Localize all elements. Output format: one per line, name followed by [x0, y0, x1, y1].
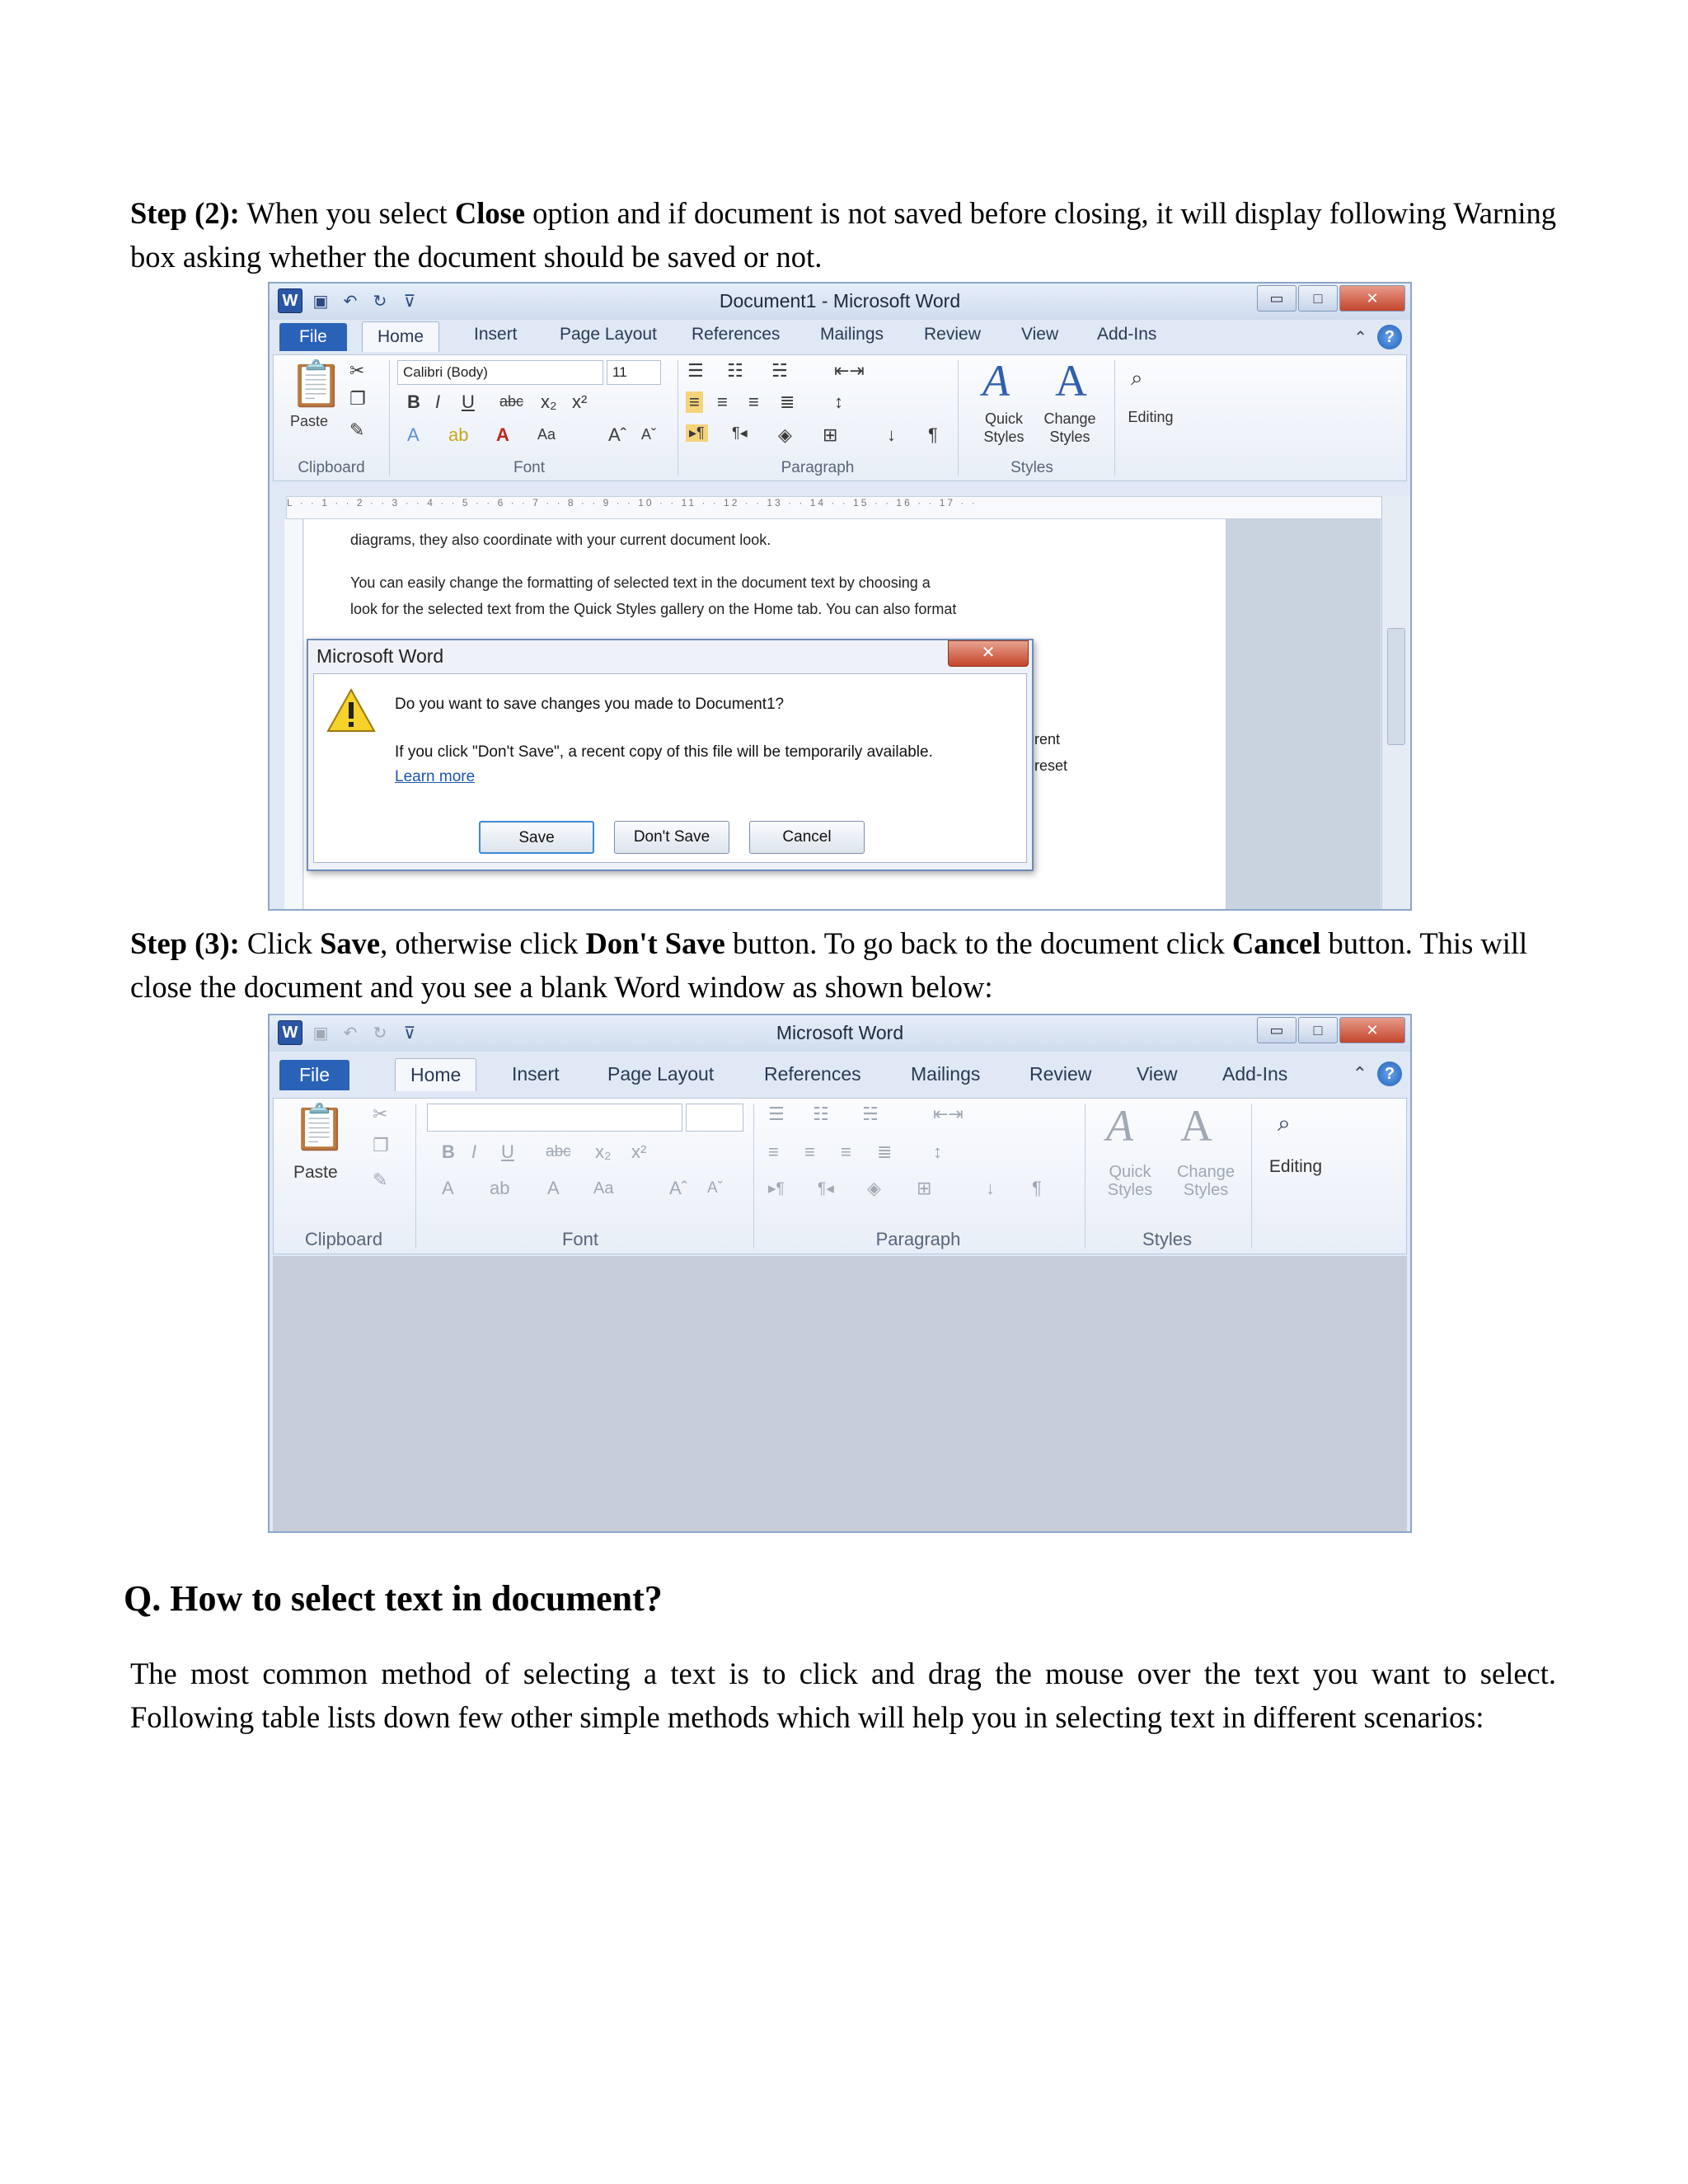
horizontal-ruler: L · · 1 · · 2 · · 3 · · 4 · · 5 · · 6 · · 7 · · 8 · · 9 · · 10 · · 11 · · 12 · · 13 · · 14 · · 15 · · 16 · · 17 · ·	[286, 496, 1386, 519]
numbering-icon[interactable]: ☷	[813, 1104, 829, 1124]
sort-icon[interactable]: ↓	[887, 424, 896, 445]
show-paragraph-marks-icon[interactable]: ¶	[928, 424, 938, 445]
dialog-info: If you click "Don't Save", a recent copy of this file will be temporarily available.	[395, 743, 933, 761]
show-paragraph-marks-icon[interactable]: ¶	[1032, 1178, 1042, 1198]
shrink-font-icon[interactable]: Aˇ	[641, 426, 656, 443]
help-area	[1353, 1062, 1402, 1086]
paste-icon[interactable]: 📋	[292, 1103, 348, 1152]
group-clipboard-label: Clipboard	[304, 1229, 383, 1249]
ribbon-home	[273, 354, 1407, 481]
group-paragraph-label: Paragraph	[781, 459, 855, 476]
editing-label[interactable]: Editing	[1128, 409, 1174, 425]
undo-icon[interactable]: ↶	[343, 292, 358, 311]
paste-label[interactable]: Paste	[290, 413, 329, 429]
tab-review[interactable]: Review	[1029, 1063, 1092, 1085]
strikethrough-icon[interactable]: abc	[499, 393, 524, 410]
text-effects-icon[interactable]: A	[407, 424, 420, 445]
shrink-font-icon[interactable]: Aˇ	[707, 1179, 723, 1197]
step3-text2: , otherwise click	[380, 926, 586, 960]
close-window-button[interactable]: ✕	[1339, 1017, 1405, 1043]
ltr-icon[interactable]: ▸¶	[686, 424, 708, 442]
editing-label[interactable]: Editing	[1268, 1157, 1323, 1176]
grow-font-icon[interactable]: Aˆ	[608, 424, 626, 445]
paste-icon[interactable]: 📋	[288, 359, 345, 409]
ribbon-tabs	[270, 1052, 1410, 1098]
line-spacing-icon[interactable]: ↕	[933, 1141, 942, 1162]
bullets-icon[interactable]: ☰	[687, 360, 704, 381]
format-painter-icon[interactable]: ✎	[349, 419, 365, 440]
close-window-button[interactable]: ✕	[1339, 285, 1405, 312]
vertical-scrollbar[interactable]	[1381, 496, 1410, 909]
ribbon-tabs	[270, 320, 1410, 354]
title-bar	[270, 284, 1410, 320]
tab-file[interactable]: File	[279, 1060, 349, 1090]
ltr-icon[interactable]: ▸¶	[768, 1180, 785, 1197]
paste-label[interactable]: Paste	[293, 1163, 338, 1182]
align-center-icon[interactable]: ≡	[804, 1141, 815, 1162]
warning-icon	[326, 687, 377, 738]
align-right-icon[interactable]: ≡	[748, 391, 759, 412]
group-font-label: Font	[561, 1229, 599, 1249]
change-case-icon[interactable]: Aa	[593, 1179, 614, 1197]
rtl-icon[interactable]: ¶◂	[818, 1180, 834, 1197]
group-styles-label: Styles	[1010, 459, 1053, 476]
customize-qat-icon[interactable]: ⊽	[403, 292, 416, 311]
document-text-fragment-2: reset	[1034, 757, 1068, 774]
change-styles-icon[interactable]: A	[1180, 1101, 1212, 1151]
font-name-combo[interactable]: Calibri (Body)	[397, 360, 603, 385]
quick-styles-icon[interactable]: A	[982, 356, 1010, 405]
highlight-icon[interactable]: ab	[448, 424, 469, 445]
subscript-icon[interactable]: x₂	[541, 391, 557, 412]
italic-icon[interactable]: I	[435, 391, 441, 412]
step3-paragraph	[130, 921, 1556, 1009]
help-icon[interactable]: ?	[1377, 1062, 1402, 1086]
window-controls	[1257, 285, 1405, 312]
indent-icons[interactable]: ⇤⇥	[834, 360, 865, 381]
word-window-screenshot-1	[268, 282, 1412, 911]
cancel-button[interactable]: Cancel	[749, 821, 865, 854]
step3-save-bold: Save	[320, 926, 381, 960]
change-styles-label[interactable]: Change Styles	[1043, 410, 1096, 445]
customize-qat-icon[interactable]: ⊽	[403, 1024, 416, 1043]
redo-icon[interactable]: ↻	[373, 1024, 387, 1043]
step3-text3: button. To go back to the document click	[724, 926, 1232, 960]
copy-icon[interactable]: ❐	[349, 388, 366, 409]
group-styles-label: Styles	[1142, 1229, 1192, 1249]
step3-dont-save-bold: Don't Save	[585, 926, 725, 960]
window-title: Document1 - Microsoft Word	[719, 290, 961, 312]
window-controls	[1257, 1017, 1405, 1043]
underline-icon[interactable]: U	[462, 391, 475, 412]
dialog-body	[313, 673, 1027, 863]
tab-file[interactable]: File	[279, 323, 347, 351]
format-painter-icon[interactable]: ✎	[373, 1169, 388, 1190]
vertical-ruler	[284, 519, 303, 909]
tab-references[interactable]: References	[692, 325, 781, 344]
superscript-icon[interactable]: x²	[572, 391, 588, 412]
multilevel-list-icon[interactable]: ☵	[862, 1104, 879, 1124]
change-case-icon[interactable]: Aa	[537, 426, 556, 443]
copy-icon[interactable]: ❐	[373, 1135, 389, 1155]
minimize-ribbon-icon[interactable]: ⌃	[1353, 328, 1367, 347]
tab-home[interactable]: Home	[395, 1058, 476, 1091]
tab-add-ins[interactable]: Add-Ins	[1097, 325, 1157, 344]
tab-references[interactable]: References	[764, 1063, 861, 1085]
minimize-button[interactable]: ▭	[1257, 285, 1296, 312]
document-text-line-1: diagrams, they also coordinate with your current document look.	[350, 532, 771, 548]
word-logo-icon: W	[278, 288, 302, 313]
bold-icon[interactable]: B	[442, 1141, 455, 1162]
learn-more-link[interactable]: Learn more	[395, 768, 476, 785]
quick-styles-label[interactable]: Quick Styles	[983, 410, 1025, 445]
step2-label: Step (2):	[130, 196, 240, 230]
rtl-icon[interactable]: ¶◂	[732, 424, 748, 441]
strikethrough-icon[interactable]: abc	[546, 1143, 571, 1160]
step2-close-bold: Close	[454, 196, 526, 230]
align-left-icon[interactable]: ≡	[686, 391, 703, 413]
group-font-label: Font	[513, 459, 546, 476]
find-binoculars-icon[interactable]: ⌕	[1278, 1110, 1291, 1136]
window-title: Microsoft Word	[776, 1022, 904, 1043]
ribbon-home	[273, 1098, 1407, 1254]
section-title: Q. How to select text in document?	[124, 1578, 663, 1619]
shading-icon[interactable]: ◈	[778, 424, 792, 445]
redo-icon[interactable]: ↻	[373, 292, 387, 311]
superscript-icon[interactable]: x²	[631, 1141, 647, 1162]
underline-icon[interactable]: U	[501, 1141, 514, 1162]
tab-view[interactable]: View	[1021, 325, 1059, 344]
step3-cancel-bold: Cancel	[1231, 926, 1321, 960]
italic-icon[interactable]: I	[471, 1141, 477, 1162]
text-effects-icon[interactable]: A	[442, 1178, 454, 1198]
save-changes-dialog	[307, 639, 1034, 871]
minimize-button[interactable]: ▭	[1257, 1017, 1296, 1043]
help-area	[1353, 325, 1402, 349]
change-styles-label[interactable]: Change Styles	[1176, 1163, 1236, 1199]
quick-styles-icon[interactable]: A	[1106, 1101, 1133, 1151]
numbering-icon[interactable]: ☷	[727, 360, 743, 381]
font-size-combo[interactable]: 11	[607, 360, 661, 385]
tab-mailings[interactable]: Mailings	[820, 325, 884, 344]
word-window-screenshot-2	[268, 1014, 1412, 1533]
borders-icon[interactable]: ⊞	[823, 424, 838, 445]
tab-mailings[interactable]: Mailings	[911, 1063, 981, 1085]
step2-paragraph	[130, 191, 1556, 279]
step3-text1: Click	[239, 926, 321, 960]
dialog-question: Do you want to save changes you made to Document1?	[395, 696, 785, 713]
step2-text2: option and if document is not saved before closing, it will display following Warning box asking whether the document should be saved or not.	[130, 196, 1557, 274]
tab-insert[interactable]: Insert	[512, 1063, 560, 1085]
indent-icons[interactable]: ⇤⇥	[933, 1104, 964, 1124]
dialog-close-button[interactable]: ✕	[948, 640, 1029, 667]
step2-text1: When you select	[239, 196, 455, 230]
font-name-combo[interactable]	[427, 1104, 682, 1132]
grow-font-icon[interactable]: Aˆ	[669, 1178, 687, 1198]
document-text-line-3: look for the selected text from the Quick Styles gallery on the Home tab. You can also format	[350, 601, 957, 617]
tab-insert[interactable]: Insert	[474, 325, 518, 344]
bullets-icon[interactable]: ☰	[768, 1104, 785, 1124]
font-color-icon[interactable]: A	[496, 424, 509, 445]
align-center-icon[interactable]: ≡	[717, 391, 728, 412]
cut-icon[interactable]: ✂	[373, 1104, 388, 1124]
tab-add-ins[interactable]: Add-Ins	[1222, 1063, 1288, 1085]
section-body: The most common method of selecting a text is to click and drag the mouse over the text you want to select. Following table lists down few other simple methods which will help you in selecting text in different scenarios:	[130, 1657, 1556, 1734]
maximize-button[interactable]: □	[1298, 1017, 1338, 1043]
justify-icon[interactable]: ≣	[780, 391, 795, 412]
highlight-icon[interactable]: ab	[490, 1178, 510, 1198]
borders-icon[interactable]: ⊞	[917, 1178, 932, 1198]
group-paragraph-label: Paragraph	[875, 1229, 961, 1249]
subscript-icon[interactable]: x₂	[595, 1141, 612, 1162]
align-right-icon[interactable]: ≡	[841, 1141, 851, 1162]
cut-icon[interactable]: ✂	[349, 360, 365, 381]
multilevel-list-icon[interactable]: ☵	[771, 360, 788, 381]
tab-view[interactable]: View	[1137, 1063, 1178, 1085]
dont-save-button[interactable]: Don't Save	[614, 821, 729, 854]
step3-label: Step (3):	[130, 926, 240, 960]
font-size-combo[interactable]	[686, 1104, 743, 1132]
justify-icon[interactable]: ≣	[877, 1141, 893, 1162]
empty-workspace	[273, 1256, 1407, 1531]
maximize-button[interactable]: □	[1298, 285, 1338, 312]
save-icon[interactable]: ▣	[312, 292, 329, 311]
shading-icon[interactable]: ◈	[867, 1178, 881, 1198]
font-color-icon[interactable]: A	[547, 1178, 560, 1198]
sort-icon[interactable]: ↓	[986, 1178, 995, 1198]
quick-styles-label[interactable]: Quick Styles	[1107, 1163, 1153, 1199]
save-button[interactable]: Save	[479, 821, 594, 854]
find-binoculars-icon[interactable]: ⌕	[1131, 365, 1143, 390]
tab-page-layout[interactable]: Page Layout	[560, 325, 657, 344]
scrollbar-thumb[interactable]	[1387, 628, 1405, 745]
tab-page-layout[interactable]: Page Layout	[607, 1063, 715, 1085]
undo-icon[interactable]: ↶	[343, 1024, 358, 1043]
tab-home[interactable]: Home	[362, 321, 439, 352]
line-spacing-icon[interactable]: ↕	[834, 391, 843, 412]
tab-review[interactable]: Review	[924, 325, 981, 344]
word-logo-icon: W	[278, 1020, 302, 1045]
bold-icon[interactable]: B	[407, 391, 420, 412]
group-clipboard-label: Clipboard	[298, 459, 365, 476]
help-icon[interactable]: ?	[1377, 325, 1402, 349]
align-left-icon[interactable]: ≡	[768, 1141, 779, 1162]
change-styles-icon[interactable]: A	[1055, 356, 1087, 405]
step3-text4: button. This will close the document and you see a blank Word window as shown below:	[130, 926, 1528, 1004]
minimize-ribbon-icon[interactable]: ⌃	[1352, 1063, 1367, 1084]
document-text-fragment-1: rent	[1034, 731, 1061, 748]
document-background	[1226, 519, 1381, 909]
title-bar	[270, 1015, 1410, 1052]
save-icon[interactable]: ▣	[312, 1024, 329, 1043]
dialog-title: Microsoft Word	[316, 645, 444, 667]
document-text-line-2: You can easily change the formatting of selected text in the document text by choosing a	[350, 574, 931, 591]
